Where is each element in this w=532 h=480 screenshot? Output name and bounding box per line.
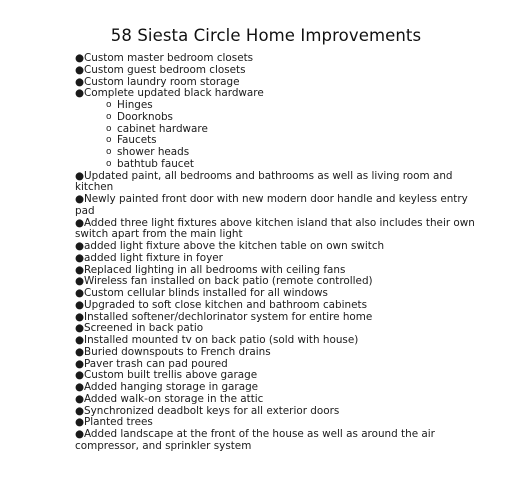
bullet-icon: ● bbox=[75, 63, 85, 76]
bullet-icon: ● bbox=[75, 75, 85, 88]
list-item-text: Custom guest bedroom closets bbox=[84, 63, 246, 76]
bullet-icon: ● bbox=[75, 345, 85, 358]
list-item-text: Updated paint, all bedrooms and bathrooms as well as living room and kitchen bbox=[75, 169, 453, 194]
list-item bbox=[75, 194, 485, 218]
list-item-text: Complete updated black hardware bbox=[84, 87, 264, 100]
sub-list-item-text: Hinges bbox=[117, 99, 153, 111]
list-item-text: Installed softener/dechlorinator system for entire home bbox=[84, 310, 373, 323]
list-item bbox=[75, 300, 485, 312]
bullet-icon: ● bbox=[75, 404, 85, 417]
bullet-icon: ● bbox=[75, 369, 85, 382]
list-item-text: Installed mounted tv on back patio (sold with house) bbox=[84, 334, 359, 346]
list-item bbox=[75, 253, 485, 265]
bullet-icon: ● bbox=[75, 310, 85, 323]
improvements-list bbox=[75, 53, 485, 453]
list-item-text: Planted trees bbox=[84, 416, 153, 429]
sub-list-item-text: Doorknobs bbox=[117, 110, 173, 123]
list-item-text: Wireless fan installed on back patio (remote controlled) bbox=[84, 275, 373, 288]
list-item bbox=[75, 241, 485, 253]
list-item bbox=[75, 288, 485, 300]
sub-list-item-text: bathtub faucet bbox=[117, 157, 194, 170]
bullet-icon: ● bbox=[75, 357, 85, 370]
list-item-text: Upgraded to soft close kitchen and bathroom cabinets bbox=[84, 298, 367, 311]
bullet-icon: ● bbox=[75, 392, 85, 405]
bullet-icon: ● bbox=[75, 52, 85, 64]
circle-bullet-icon: o bbox=[106, 111, 112, 122]
page-title: 58 Siesta Circle Home Improvements bbox=[110, 26, 422, 45]
bullet-icon: ● bbox=[75, 275, 85, 288]
list-item-text: Replaced lighting in all bedrooms with ceiling fans bbox=[84, 263, 346, 276]
circle-bullet-icon: o bbox=[106, 158, 112, 169]
sub-list-item bbox=[75, 159, 485, 171]
bullet-icon: ● bbox=[75, 287, 85, 299]
bullet-icon: ● bbox=[75, 416, 85, 429]
list-item-text: Screened in back patio bbox=[84, 322, 204, 335]
list-item bbox=[75, 382, 485, 394]
sub-list-item-text: Faucets bbox=[117, 134, 157, 147]
list-item bbox=[75, 429, 485, 453]
bullet-icon: ● bbox=[75, 334, 85, 346]
list-item-text: Custom master bedroom closets bbox=[84, 52, 254, 64]
list-item-text: Newly painted front door with new modern door handle and keyless entry pad bbox=[75, 193, 468, 217]
list-item-text: Paver trash can pad poured bbox=[84, 357, 228, 370]
list-item-text: Added landscape at the front of the house as well as around the air compressor, and sprinkler system bbox=[75, 428, 435, 452]
list-item-text: added light fixture in foyer bbox=[84, 251, 223, 264]
list-item bbox=[75, 394, 485, 406]
circle-bullet-icon: o bbox=[106, 100, 112, 110]
list-item-text: Custom built trellis above garage bbox=[84, 369, 258, 382]
bullet-icon: ● bbox=[75, 193, 85, 205]
list-item-text: Custom cellular blinds installed for all windows bbox=[84, 287, 328, 299]
list-item-text: Synchronized deadbolt keys for all exterior doors bbox=[84, 404, 340, 417]
bullet-icon: ● bbox=[75, 169, 85, 182]
list-item bbox=[75, 218, 485, 242]
bullet-icon: ● bbox=[75, 428, 85, 440]
list-item bbox=[75, 171, 485, 195]
bullet-icon: ● bbox=[75, 298, 85, 311]
bullet-icon: ● bbox=[75, 263, 85, 276]
bullet-icon: ● bbox=[75, 381, 85, 393]
bullet-icon: ● bbox=[75, 240, 85, 252]
sub-list-item-text: cabinet hardware bbox=[117, 122, 208, 135]
list-item-text: added light fixture above the kitchen table on own switch bbox=[84, 240, 385, 252]
bullet-icon: ● bbox=[75, 251, 85, 264]
list-item-text: Added three light fixtures above kitchen island that also includes their own switch apart from the main light bbox=[75, 216, 475, 241]
sub-list-item-text: shower heads bbox=[117, 146, 190, 158]
list-item-text: Added hanging storage in garage bbox=[84, 381, 259, 393]
list-item-text: Added walk-on storage in the attic bbox=[84, 392, 264, 405]
circle-bullet-icon: o bbox=[106, 147, 112, 157]
bullet-icon: ● bbox=[75, 322, 85, 335]
list-item-text: Custom laundry room storage bbox=[84, 75, 240, 88]
list-item bbox=[75, 335, 485, 347]
list-item-text: Buried downspouts to French drains bbox=[84, 345, 271, 358]
bullet-icon: ● bbox=[75, 216, 85, 229]
circle-bullet-icon: o bbox=[106, 135, 112, 146]
circle-bullet-icon: o bbox=[106, 123, 112, 134]
list-item bbox=[75, 347, 485, 359]
bullet-icon: ● bbox=[75, 87, 85, 100]
